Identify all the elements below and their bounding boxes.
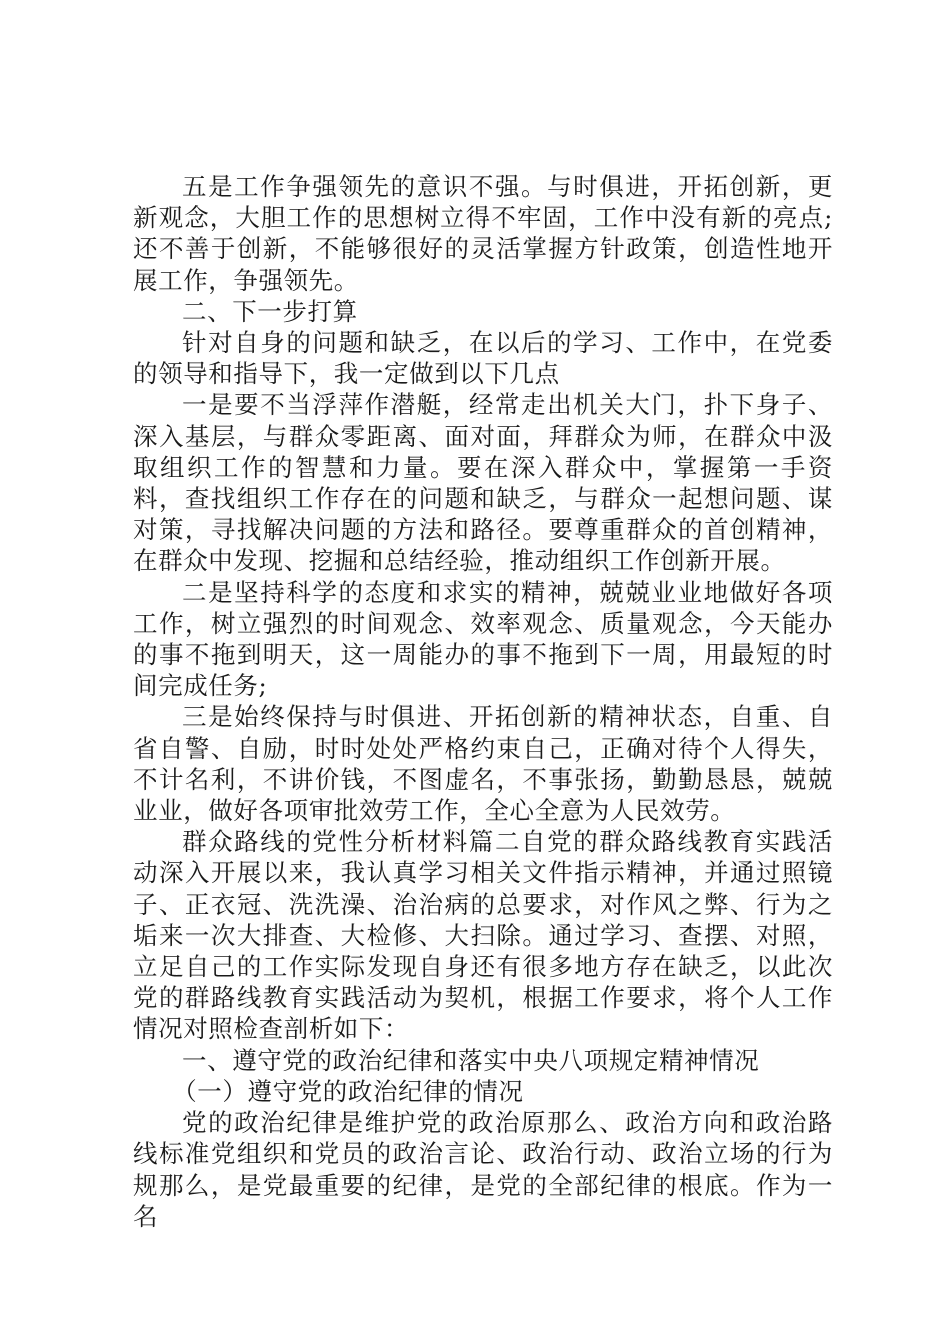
paragraph-intro-plans: 针对自身的问题和缺乏，在以后的学习、工作中，在党委的领导和指导下，我一定做到以下几点 <box>133 328 833 389</box>
paragraph-weakness-five: 五是工作争强领先的意识不强。与时俱进，开拓创新，更新观念，大胆工作的思想树立得不牢固，工作中没有新的亮点;还不善于创新，不能够很好的灵活掌握方针政策，创造性地开展工作，争强领先。 <box>133 172 833 295</box>
subsection-heading-discipline: （一）遵守党的政治纪律的情况 <box>172 1076 524 1106</box>
section-heading-next-steps: 二、下一步打算 <box>182 296 358 326</box>
paragraph-plan-three: 三是始终保持与时俱进、开拓创新的精神状态，自重、自省自警、自励，时时处处严格约束自己，正确对待个人得失，不计名利，不讲价钱，不图虚名，不事张扬，勤勤恳恳，兢兢业业，做好各项审批效劳工作，全心全意为人民效劳。 <box>133 702 833 826</box>
paragraph-plan-two: 二是坚持科学的态度和求实的精神，兢兢业业地做好各项工作，树立强烈的时间观念、效率观念、质量观念，今天能办的事不拖到明天，这一周能办的事不拖到下一周，用最短的时间完成任务; <box>133 577 833 701</box>
paragraph-article-two-intro: 群众路线的党性分析材料篇二自党的群众路线教育实践活动深入开展以来，我认真学习相关文件指示精神，并通过照镜子、正衣冠、洗洗澡、治治病的总要求，对作风之弊、行为之垢来一次大排查、大检修、大扫除。通过学习、查摆、对照，立足自己的工作实际发现自身还有很多地方存在缺乏，以此次党的群路线教育实践活动为契机，根据工作要求，将个人工作情况对照检查剖析如下： <box>133 827 833 1044</box>
paragraph-plan-one: 一是要不当浮萍作潜艇，经常走出机关大门，扑下身子、深入基层，与群众零距离、面对面，拜群众为师，在群众中汲取组织工作的智慧和力量。要在深入群众中，掌握第一手资料，查找组织工作存在的问题和缺乏，与群众一起想问题、谋对策，寻找解决问题的方法和路径。要尊重群众的首创精神，在群众中发现、挖掘和总结经验，推动组织工作创新开展。 <box>133 390 833 576</box>
paragraph-discipline-body: 党的政治纪律是维护党的政治原那么、政治方向和政治路线标准党组织和党员的政治言论、政治行动、政治立场的行为规那么，是党最重要的纪律，是党的全部纪律的根底。作为一名 <box>133 1108 833 1231</box>
document-body <box>133 171 833 1232</box>
section-heading-political-discipline: 一、遵守党的政治纪律和落实中央八项规定精神情况 <box>182 1045 760 1075</box>
